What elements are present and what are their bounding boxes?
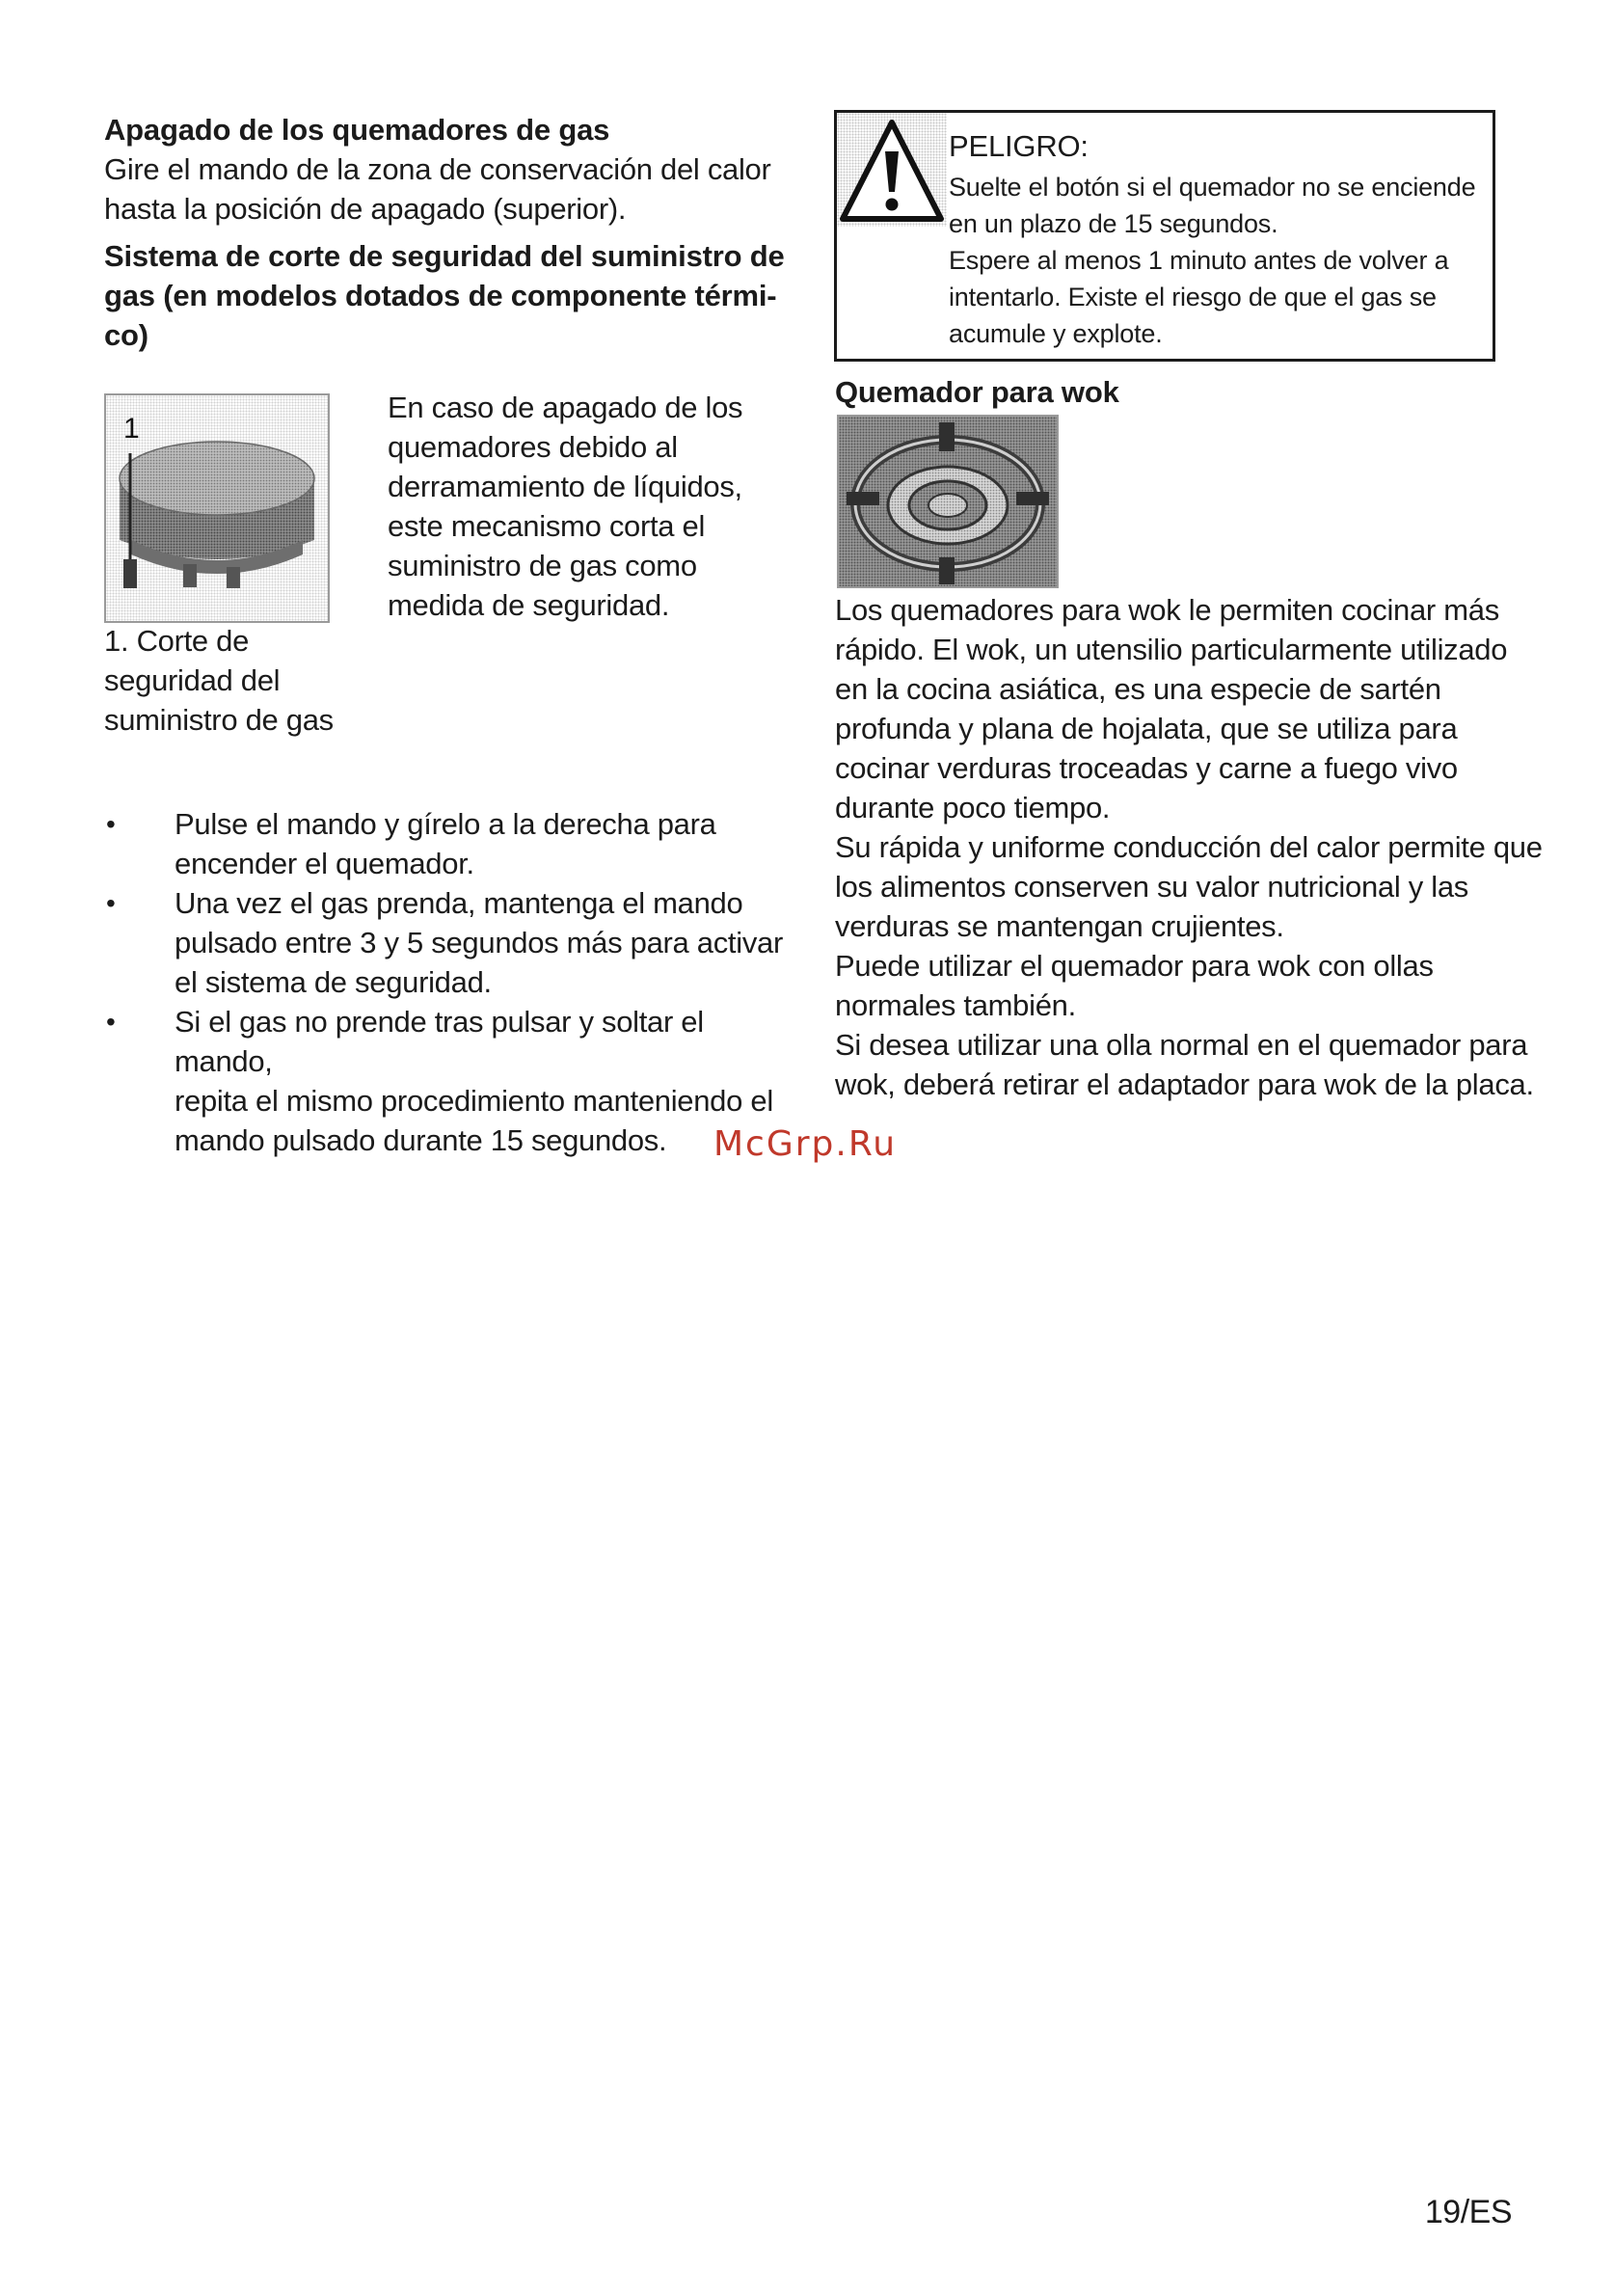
burner-off-text-line: hasta la posición de apagado (superior). — [104, 192, 627, 226]
danger-text-line: Suelte el botón si el quemador no se enciende — [949, 173, 1476, 202]
description-line: En caso de apagado de los — [388, 391, 743, 424]
wok-text-line: cocinar verduras troceadas y carne a fuego vivo — [835, 751, 1458, 785]
danger-text-line: Espere al menos 1 minuto antes de volver a — [949, 246, 1449, 275]
safety-cutoff-heading-line: gas (en modelos dotados de componente térmi- — [104, 279, 777, 312]
left-column — [104, 110, 789, 355]
section-safety-cutoff-heading — [104, 236, 789, 355]
bullet-icon: • — [106, 1007, 116, 1037]
list-item — [104, 883, 798, 1002]
safety-cutoff-description — [388, 388, 793, 625]
wok-text-line: normales también. — [835, 988, 1076, 1022]
description-line: suministro de gas como — [388, 549, 697, 582]
description-line: este mecanismo corta el — [388, 509, 706, 543]
list-item — [104, 804, 798, 883]
list-item-line: encender el quemador. — [175, 847, 474, 880]
thermocouple-figure — [104, 393, 330, 623]
description-line: quemadores debido al — [388, 430, 678, 464]
burner-off-heading: Apagado de los quemadores de gas — [104, 113, 610, 147]
bullet-icon: • — [106, 809, 116, 839]
list-item-line: Pulse el mando y gírelo a la derecha para — [175, 807, 716, 841]
description-line: derramamiento de líquidos, — [388, 470, 742, 503]
wok-burner-description — [835, 590, 1543, 1104]
list-item-line: Una vez el gas prenda, mantenga el mando — [175, 886, 743, 920]
page-number: 19/ES — [1424, 2194, 1512, 2230]
danger-title: PELIGRO: — [949, 129, 1089, 163]
wok-text-line: profunda y plana de hojalata, que se utiliza para — [835, 712, 1458, 745]
wok-text-line: durante poco tiempo. — [835, 791, 1111, 824]
safety-cutoff-heading-line: Sistema de corte de seguridad del suministro de — [104, 239, 785, 273]
watermark-link[interactable]: McGrp.Ru — [713, 1124, 898, 1164]
bullet-icon: • — [106, 888, 116, 918]
wok-text-line: Su rápida y uniforme conducción del calor permite que — [835, 830, 1543, 864]
wok-text-line: verduras se mantengan crujientes. — [835, 909, 1284, 943]
description-line: medida de seguridad. — [388, 588, 670, 622]
safety-cutoff-heading-line: co) — [104, 318, 148, 352]
wok-text-line: Si desea utilizar una olla normal en el quemador para — [835, 1028, 1528, 1062]
wok-text-line: wok, deberá retirar el adaptador para wok de la placa. — [835, 1067, 1534, 1101]
figure-caption-line: 1. Corte de — [104, 624, 250, 658]
wok-text-line: rápido. El wok, un utensilio particularmente utilizado — [835, 633, 1508, 666]
wok-text-line: en la cocina asiática, es una especie de sartén — [835, 672, 1441, 706]
figure-callout-number: 1 — [123, 413, 140, 445]
danger-warning-box — [834, 110, 1495, 362]
instruction-list — [104, 804, 798, 1160]
wok-burner-photo — [837, 415, 1059, 588]
list-item-line: pulsado entre 3 y 5 segundos más para activar — [175, 926, 783, 959]
wok-burner-heading: Quemador para wok — [835, 375, 1119, 409]
danger-text-line: acumule y explote. — [949, 319, 1163, 348]
list-item-line: el sistema de seguridad. — [175, 965, 492, 999]
list-item-line: mando pulsado durante 15 segundos. — [175, 1123, 667, 1157]
list-item-line: Si el gas no prende tras pulsar y soltar el mando, — [175, 1005, 704, 1078]
list-item — [104, 1002, 798, 1160]
warning-triangle-icon — [837, 113, 947, 227]
figure-caption — [104, 621, 336, 740]
safety-cutoff-figure-block — [104, 388, 798, 754]
wok-text-line: los alimentos conserven su valor nutricional y las — [835, 870, 1468, 904]
wok-text-line: Puede utilizar el quemador para wok con ollas — [835, 949, 1434, 983]
figure-caption-line: suministro de gas — [104, 703, 334, 737]
list-item-line: repita el mismo procedimiento manteniendo el — [175, 1084, 773, 1118]
wok-text-line: Los quemadores para wok le permiten cocinar más — [835, 593, 1499, 627]
danger-text-line: intentarlo. Existe el riesgo de que el gas se — [949, 283, 1437, 311]
danger-text-line: en un plazo de 15 segundos. — [949, 209, 1278, 238]
section-burner-off — [104, 110, 789, 229]
burner-off-text-line: Gire el mando de la zona de conservación del calor — [104, 152, 771, 186]
figure-caption-line: seguridad del — [104, 663, 281, 697]
danger-text — [949, 169, 1489, 352]
